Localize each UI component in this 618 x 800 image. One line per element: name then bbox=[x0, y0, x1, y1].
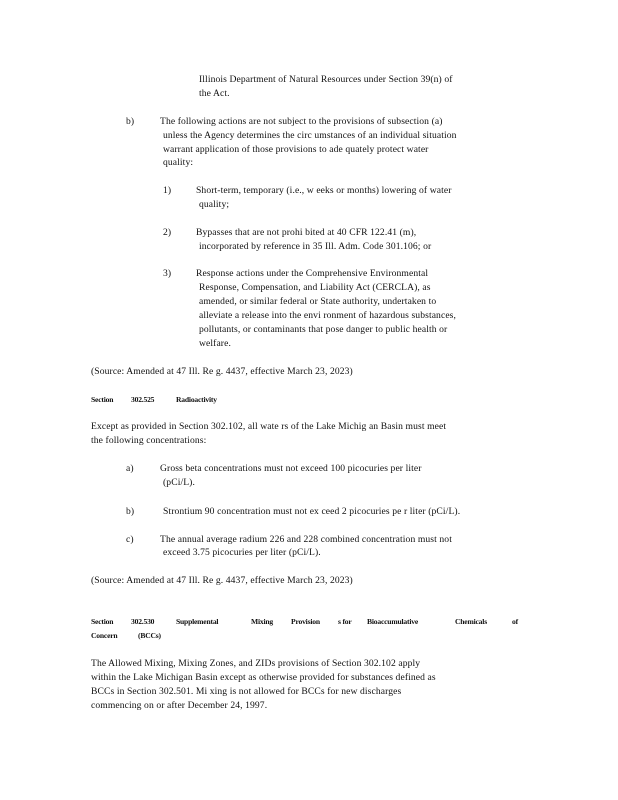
paragraph-line: within the Lake Michigan Basin except as otherwise provided for substances defined as bbox=[91, 672, 436, 683]
list-item-marker: a) bbox=[126, 463, 134, 474]
list-item-line: quality; bbox=[199, 199, 230, 210]
list-item-line: The annual average radium 226 and 228 combined concentration must not bbox=[160, 534, 452, 545]
list-item-line: Response, Compensation, and Liability Act (CERCLA), as bbox=[199, 282, 431, 293]
list-item-marker: 1) bbox=[163, 185, 172, 196]
list-item-line: Short-term, temporary (i.e., w eeks or months) lowering of water bbox=[196, 185, 452, 196]
list-item-line: welfare. bbox=[199, 338, 231, 349]
heading-word: Bioaccumulative bbox=[367, 617, 418, 626]
subsection-b-line: unless the Agency determines the circ umstances of an individual situation bbox=[163, 130, 457, 141]
continuation-line: the Act. bbox=[199, 88, 230, 99]
heading-word: Section bbox=[91, 617, 114, 626]
subsection-b-line: quality: bbox=[163, 157, 194, 168]
heading-word: 302.530 bbox=[131, 617, 155, 626]
list-item-line: incorporated by reference in 35 Ill. Adm. Code 301.106; or bbox=[199, 241, 432, 252]
heading-word: of bbox=[512, 617, 518, 626]
list-item-marker: b) bbox=[126, 506, 135, 517]
heading-word: s for bbox=[338, 617, 352, 626]
section-heading bbox=[91, 617, 521, 627]
list-item-line: Strontium 90 concentration must not ex ceed 2 picocuries pe r liter (pCi/L). bbox=[163, 506, 461, 517]
list-item-line: pollutants, or contaminants that pose danger to public health or bbox=[199, 324, 448, 335]
heading-section-number: 302.525 bbox=[131, 395, 155, 404]
list-item-line: Bypasses that are not prohi bited at 40 CFR 122.41 (m), bbox=[196, 227, 417, 238]
continuation-line: Illinois Department of Natural Resources under Section 39(n) of bbox=[199, 74, 453, 85]
heading-word: Supplemental bbox=[176, 617, 219, 626]
source-note: (Source: Amended at 47 Ill. Re g. 4437, effective March 23, 2023) bbox=[91, 575, 353, 586]
list-item-line: Response actions under the Comprehensive Environmental bbox=[196, 268, 429, 279]
subsection-b-marker: b) bbox=[126, 116, 135, 127]
paragraph-line: BCCs in Section 302.501. Mi xing is not allowed for BCCs for new discharges bbox=[91, 686, 402, 697]
list-item-line: exceed 3.75 picocuries per liter (pCi/L). bbox=[163, 547, 321, 558]
list-item-line: alleviate a release into the envi ronment of hazardous substances, bbox=[199, 310, 457, 321]
paragraph-line: the following concentrations: bbox=[91, 435, 207, 446]
section-heading-continuation bbox=[91, 631, 211, 641]
list-item-marker: 2) bbox=[163, 227, 172, 238]
list-item-line: (pCi/L). bbox=[163, 477, 195, 488]
list-item-marker: 3) bbox=[163, 268, 172, 279]
paragraph-line: Except as provided in Section 302.102, all wate rs of the Lake Michig an Basin must meet bbox=[91, 421, 447, 432]
source-note: (Source: Amended at 47 Ill. Re g. 4437, effective March 23, 2023) bbox=[91, 366, 353, 377]
heading-word: (BCCs) bbox=[138, 631, 161, 640]
paragraph-line: The Allowed Mixing, Mixing Zones, and ZIDs provisions of Section 302.102 apply bbox=[91, 658, 421, 669]
paragraph-line: commencing on or after December 24, 1997. bbox=[91, 700, 268, 711]
heading-word: Chemicals bbox=[455, 617, 487, 626]
heading-word: Concern bbox=[91, 631, 118, 640]
heading-section-word: Section bbox=[91, 395, 114, 404]
subsection-b-line: warrant application of those provisions to ade quately protect water bbox=[163, 144, 429, 155]
list-item-marker: c) bbox=[126, 534, 134, 545]
heading-section-title: Radioactivity bbox=[176, 395, 217, 404]
section-heading bbox=[91, 395, 291, 405]
heading-word: Provision bbox=[291, 617, 320, 626]
list-item-line: amended, or similar federal or State authority, undertaken to bbox=[199, 296, 437, 307]
list-item-line: Gross beta concentrations must not exceed 100 picocuries per liter bbox=[160, 463, 422, 474]
heading-word: Mixing bbox=[251, 617, 274, 626]
subsection-b-line: The following actions are not subject to the provisions of subsection (a) bbox=[160, 116, 443, 127]
